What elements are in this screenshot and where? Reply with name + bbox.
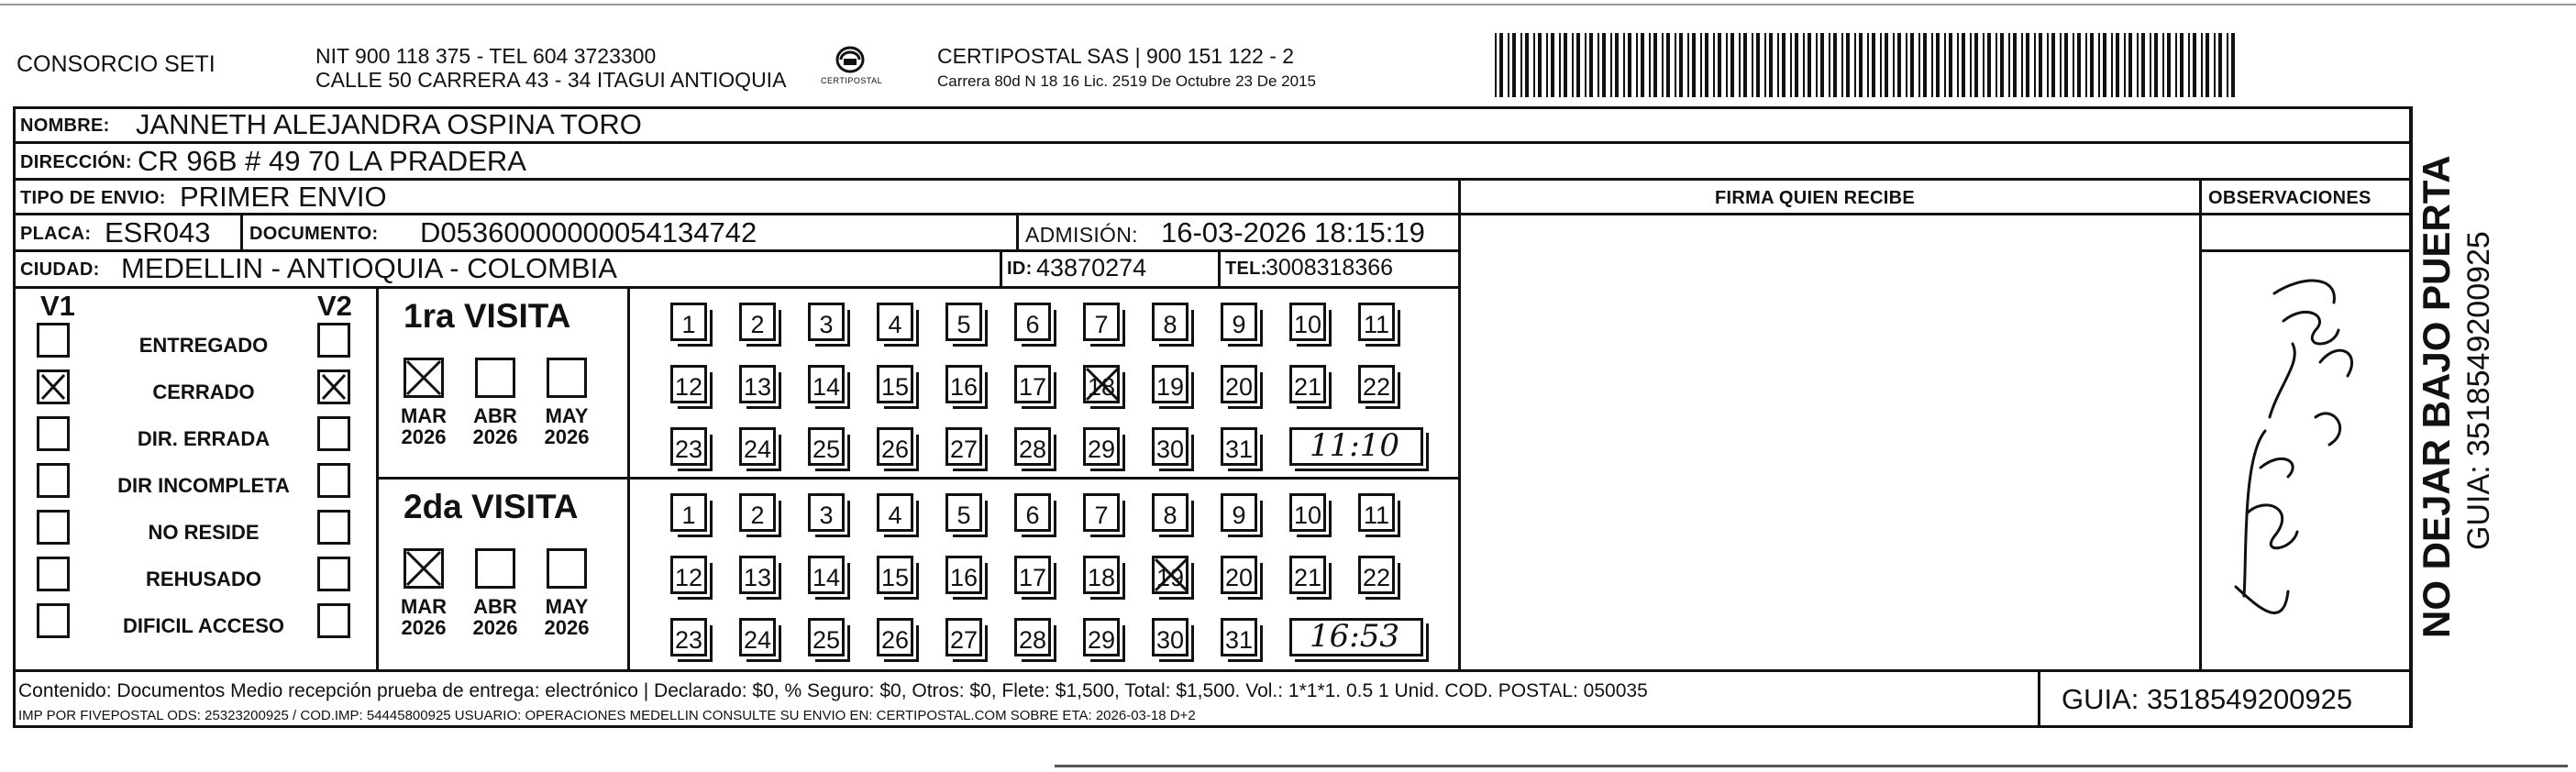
v1-checkbox[interactable] [37, 603, 70, 638]
month-label [396, 405, 451, 447]
day-number: 15 [880, 564, 910, 591]
day-number: 28 [1018, 626, 1047, 654]
day-number: 28 [1018, 436, 1047, 463]
day-box[interactable] [1221, 427, 1257, 466]
day-box[interactable] [945, 427, 982, 466]
day-number: 10 [1293, 311, 1322, 338]
day-number: 16 [949, 373, 978, 401]
observaciones-label: OBSERVACIONES [2208, 188, 2371, 208]
day-box[interactable] [1083, 493, 1120, 532]
day-number: 26 [880, 626, 910, 654]
day-box[interactable] [877, 365, 913, 403]
day-number: 30 [1155, 436, 1185, 463]
day-number: 6 [1025, 311, 1040, 338]
placa-label: PLACA: [20, 224, 92, 244]
status-label: DIR INCOMPLETA [117, 474, 290, 497]
v2-checkbox[interactable] [317, 603, 350, 638]
day-box[interactable] [808, 493, 845, 532]
id-label: ID: [1007, 259, 1033, 279]
day-number: 29 [1087, 436, 1116, 463]
v2-checkbox[interactable] [317, 323, 350, 358]
day-box[interactable] [739, 365, 776, 403]
status-label: CERRADO [152, 380, 255, 403]
v1-checkbox[interactable] [37, 510, 70, 545]
day-number: 15 [880, 373, 910, 401]
day-number: 17 [1018, 564, 1047, 591]
day-box[interactable] [1221, 365, 1257, 403]
day-number: 24 [743, 626, 772, 654]
day-box[interactable] [945, 556, 982, 594]
day-number: 12 [674, 564, 703, 591]
certi-line2: Carrera 80d N 18 16 Lic. 2519 De Octubre 23 De 2015 [937, 72, 1316, 90]
day-box[interactable] [670, 556, 707, 594]
day-box[interactable] [1358, 365, 1395, 403]
day-check-mark [1085, 367, 1120, 402]
day-box[interactable] [808, 365, 845, 403]
side-warning: NO DEJAR BAJO PUERTA [2415, 155, 2458, 638]
day-number: 4 [888, 311, 902, 338]
day-number: 20 [1224, 373, 1254, 401]
day-number: 21 [1293, 564, 1322, 591]
day-number: 25 [812, 436, 841, 463]
month-name: MAR [400, 595, 448, 618]
day-number: 22 [1362, 564, 1391, 591]
day-number: 24 [743, 436, 772, 463]
day-box[interactable] [739, 618, 776, 656]
address-line: CALLE 50 CARRERA 43 - 34 ITAGUI ANTIOQUIA [315, 68, 787, 92]
ciudad-value: MEDELLIN - ANTIOQUIA - COLOMBIA [121, 252, 617, 284]
day-box[interactable] [670, 303, 707, 341]
day-number: 27 [949, 436, 978, 463]
v2-check-mark [321, 373, 347, 401]
day-box[interactable] [739, 427, 776, 466]
month-label [468, 596, 523, 638]
v2-checkbox[interactable] [317, 510, 350, 545]
day-number: 30 [1155, 626, 1185, 654]
day-box[interactable] [1221, 618, 1257, 656]
day-box[interactable] [1014, 618, 1051, 656]
day-box[interactable] [1014, 493, 1051, 532]
v1-checkbox[interactable] [37, 323, 70, 358]
day-box[interactable] [1152, 493, 1188, 532]
v2-checkbox[interactable] [317, 463, 350, 498]
day-box[interactable] [1289, 556, 1326, 594]
day-box[interactable] [1289, 493, 1326, 532]
day-box[interactable] [1221, 493, 1257, 532]
hour-value: 16:53 [1310, 618, 1399, 655]
day-number: 10 [1293, 502, 1322, 529]
day-box[interactable] [1152, 618, 1188, 656]
day-number: 3 [819, 311, 834, 338]
day-number: 18 [1087, 373, 1116, 401]
status-label: DIFICIL ACCESO [122, 614, 284, 637]
day-number: 3 [819, 502, 834, 529]
day-number: 9 [1232, 502, 1246, 529]
footer-contenido: Contenido: Documentos Medio recepción prueba de entrega: electrónico | Declarado: $0, % Seguro: $0, Otros: $0, Flete: $1,500, Total: $1,500. Vol.: 1*1*1. 0.5 1 Unid. COD. POSTAL: 050035 [18, 680, 1648, 701]
tipo-value: PRIMER ENVIO [180, 181, 387, 213]
day-check-mark [1154, 557, 1188, 592]
tipo-label: TIPO DE ENVIO: [20, 188, 166, 208]
day-number: 12 [674, 373, 703, 401]
day-number: 19 [1155, 373, 1185, 401]
day-number: 13 [743, 564, 772, 591]
ciudad-label: CIUDAD: [20, 259, 100, 280]
month-name: ABR [473, 404, 517, 427]
day-number: 26 [880, 436, 910, 463]
day-number: 11 [1363, 502, 1390, 529]
day-box[interactable] [945, 618, 982, 656]
day-number: 1 [681, 311, 696, 338]
day-box[interactable] [1358, 493, 1395, 532]
footer-imp: IMP POR FIVEPOSTAL ODS: 25323200925 / COD.IMP: 54445800925 USUARIO: OPERACIONES MEDELLIN CONSULTE SU ENVIO EN: CERTIPOSTAL.COM SOBRE ETA: 2026-03-18 D+2 [18, 708, 1196, 723]
documento-label: DOCUMENTO: [249, 224, 379, 244]
day-box[interactable] [877, 618, 913, 656]
day-box[interactable] [1152, 365, 1188, 403]
v2-checkbox[interactable] [317, 557, 350, 591]
visit-title: 1ra VISITA [404, 297, 571, 335]
day-box[interactable] [739, 556, 776, 594]
day-number: 29 [1087, 626, 1116, 654]
month-checkbox[interactable] [547, 548, 587, 589]
day-number: 4 [888, 502, 902, 529]
day-box[interactable] [1221, 303, 1257, 341]
day-box[interactable] [808, 427, 845, 466]
day-box[interactable] [1221, 556, 1257, 594]
month-name: MAR [400, 404, 448, 427]
nombre-label: NOMBRE: [20, 116, 110, 136]
day-number: 1 [681, 502, 696, 529]
day-box[interactable] [739, 493, 776, 532]
visit-title: 2da VISITA [404, 488, 579, 525]
month-year: 2026 [472, 425, 518, 449]
day-number: 8 [1163, 311, 1177, 338]
day-box[interactable] [1014, 303, 1051, 341]
day-box[interactable] [945, 493, 982, 532]
v2-checkbox[interactable] [317, 416, 350, 451]
status-label: ENTREGADO [138, 334, 269, 357]
month-label [539, 405, 594, 447]
day-number: 6 [1025, 502, 1040, 529]
status-label: REHUSADO [146, 568, 261, 590]
day-number: 9 [1232, 311, 1246, 338]
day-number: 18 [1087, 564, 1116, 591]
day-box[interactable] [1083, 556, 1120, 594]
month-check-mark [405, 550, 442, 587]
day-box[interactable] [670, 427, 707, 466]
hour-value: 11:10 [1310, 427, 1399, 464]
day-number: 20 [1224, 564, 1254, 591]
day-box[interactable] [1289, 365, 1326, 403]
month-year: 2026 [472, 616, 518, 640]
status-label: DIR. ERRADA [137, 427, 271, 450]
v1-checkbox[interactable] [37, 416, 70, 451]
v1-label: V1 [40, 290, 75, 322]
day-box[interactable] [1152, 427, 1188, 466]
day-number: 17 [1018, 373, 1047, 401]
day-number: 16 [949, 564, 978, 591]
day-box[interactable] [739, 303, 776, 341]
certi-line1: CERTIPOSTAL SAS | 900 151 122 - 2 [937, 44, 1295, 68]
v1-checkbox[interactable] [37, 557, 70, 591]
day-number: 31 [1224, 436, 1254, 463]
day-box[interactable] [1014, 556, 1051, 594]
day-number: 2 [750, 311, 765, 338]
admision-label: ADMISIÓN: [1025, 223, 1138, 247]
month-name: MAY [545, 595, 589, 618]
month-year: 2026 [401, 425, 447, 449]
v1-check-mark [40, 373, 66, 401]
day-box[interactable] [808, 303, 845, 341]
day-number: 31 [1224, 626, 1254, 654]
v1-checkbox[interactable] [37, 463, 70, 498]
day-number: 8 [1163, 502, 1177, 529]
status-label: NO RESIDE [148, 521, 260, 544]
day-box[interactable] [1083, 427, 1120, 466]
month-name: MAY [545, 404, 589, 427]
day-number: 7 [1094, 502, 1109, 529]
company-name: CONSORCIO SETI [17, 51, 216, 77]
footer-guia: GUIA: 3518549200925 [2062, 683, 2353, 715]
nombre-value: JANNETH ALEJANDRA OSPINA TORO [136, 108, 642, 140]
day-number: 5 [956, 311, 971, 338]
month-check-mark [405, 359, 442, 396]
day-number: 23 [674, 626, 703, 654]
day-number: 22 [1362, 373, 1391, 401]
day-number: 14 [812, 564, 841, 591]
day-box[interactable] [945, 365, 982, 403]
month-year: 2026 [544, 616, 590, 640]
day-box[interactable] [1083, 618, 1120, 656]
day-box[interactable] [670, 618, 707, 656]
documento-value: D05360000000054134742 [420, 216, 757, 248]
day-box[interactable] [945, 303, 982, 341]
bottom-rule [1055, 765, 2568, 767]
day-number: 2 [750, 502, 765, 529]
day-box[interactable] [877, 303, 913, 341]
nit-line: NIT 900 118 375 - TEL 604 3723300 [315, 44, 657, 68]
day-box[interactable] [1289, 303, 1326, 341]
day-number: 14 [812, 373, 841, 401]
day-box[interactable] [808, 618, 845, 656]
day-box[interactable] [1014, 427, 1051, 466]
month-label [468, 405, 523, 447]
day-number: 5 [956, 502, 971, 529]
day-box[interactable] [670, 493, 707, 532]
placa-value: ESR043 [105, 216, 211, 248]
day-number: 21 [1293, 373, 1322, 401]
day-box[interactable] [1358, 556, 1395, 594]
day-number: 23 [674, 436, 703, 463]
direccion-value: CR 96B # 49 70 LA PRADERA [138, 145, 526, 177]
month-checkbox[interactable] [475, 358, 515, 398]
day-box[interactable] [1014, 365, 1051, 403]
firma-label: FIRMA QUIEN RECIBE [1715, 188, 1915, 208]
day-number: 19 [1155, 564, 1185, 591]
day-box[interactable] [877, 427, 913, 466]
month-checkbox[interactable] [475, 548, 515, 589]
month-name: ABR [473, 595, 517, 618]
day-box[interactable] [670, 365, 707, 403]
v2-label: V2 [317, 290, 352, 322]
day-number: 11 [1363, 311, 1390, 338]
day-box[interactable] [877, 556, 913, 594]
day-number: 13 [743, 373, 772, 401]
month-checkbox[interactable] [547, 358, 587, 398]
month-year: 2026 [401, 616, 447, 640]
month-label [396, 596, 451, 638]
tel-label: TEL: [1225, 259, 1267, 279]
day-box[interactable] [877, 493, 913, 532]
day-number: 25 [812, 626, 841, 654]
day-box[interactable] [1358, 303, 1395, 341]
tel-value: 3008318366 [1266, 255, 1394, 281]
admision-value: 16-03-2026 18:15:19 [1161, 216, 1425, 248]
id-value: 43870274 [1036, 254, 1147, 281]
month-label [539, 596, 594, 638]
day-box[interactable] [1152, 303, 1188, 341]
logo-text: CERTIPOSTAL [821, 76, 883, 85]
day-number: 27 [949, 626, 978, 654]
day-number: 7 [1094, 311, 1109, 338]
day-box[interactable] [808, 556, 845, 594]
month-year: 2026 [544, 425, 590, 449]
side-guia: GUIA: 3518549200925 [2461, 231, 2496, 550]
day-box[interactable] [1083, 303, 1120, 341]
direccion-label: DIRECCIÓN: [20, 152, 132, 172]
